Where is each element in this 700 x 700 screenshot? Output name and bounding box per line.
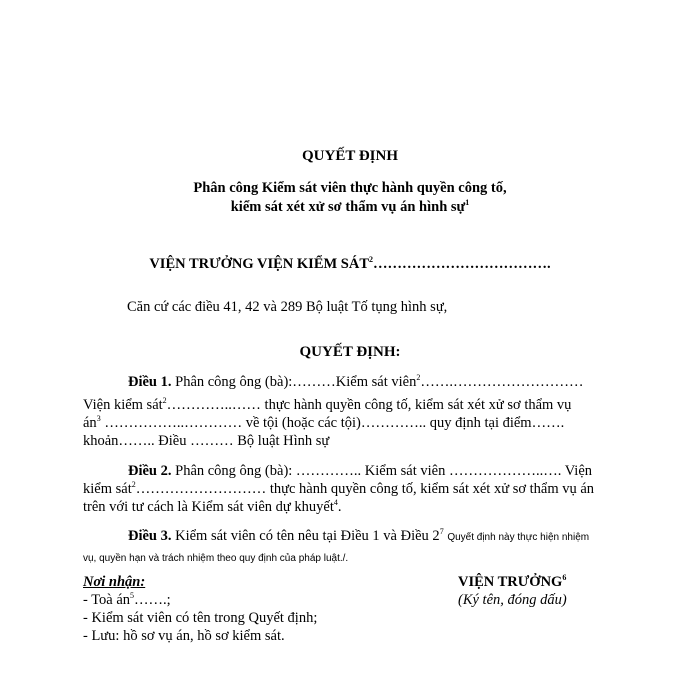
article-2-line3: [83, 498, 619, 516]
article-1-text: ……………..………… về tội (hoặc các tội)………….. quy định tại điểm…….: [104, 415, 565, 431]
article-2-text: .: [337, 499, 342, 515]
article-1-text: …………..…… thực hành quyền công tố, kiểm sát xét xử sơ thẩm vụ: [166, 397, 572, 413]
article-3-line1: [83, 527, 619, 547]
article-1-text: Phân công ông (bà):………Kiểm sát viên: [175, 374, 417, 390]
decision-heading: QUYẾT ĐỊNH:: [299, 344, 401, 360]
issuer-text: VIỆN TRƯỞNG VIỆN KIỂM SÁT: [149, 256, 370, 272]
article-2-text: Phân công ông (bà): ………….. Kiểm sát viên ………………..…. Viện: [175, 463, 593, 479]
article-2-text: trên với tư cách là Kiểm sát viên dự khuyết: [83, 499, 334, 515]
footnote-marker: 7: [439, 527, 444, 537]
recipient-text: - Toà án: [83, 592, 131, 608]
article-3: [83, 527, 619, 568]
footnote-marker: 6: [562, 573, 567, 583]
footnote-marker: 2: [131, 480, 136, 490]
footnote-marker: 2: [416, 373, 421, 383]
footnote-marker: 5: [130, 591, 135, 601]
subtitle-line2-text: kiểm sát xét xử sơ thẩm vụ án hình sự: [230, 199, 466, 215]
article-2-line1: [83, 462, 619, 480]
document-subtitle-line2: [0, 199, 700, 216]
article-3-text: Quyết định này thực hiện nhiệm: [447, 532, 590, 543]
article-1-line1: [83, 373, 619, 391]
issuer-heading: [0, 256, 700, 273]
article-1-blank: …….………………………: [420, 374, 584, 390]
document-title: QUYẾT ĐỊNH: [302, 148, 398, 164]
recipients-block: [83, 573, 317, 645]
signature-title: [458, 573, 567, 591]
footnote-marker: 1: [465, 198, 470, 208]
article-1-line4: khoản…….. Điều ……… Bộ luật Hình sự: [83, 433, 330, 449]
article-1-text: Viện kiểm sát: [83, 397, 163, 413]
recipient-item: - Lưu: hồ sơ vụ án, hồ sơ kiểm sát.: [83, 628, 285, 644]
signature-block: [458, 573, 567, 609]
article-2-text: kiểm sát: [83, 481, 132, 497]
article-2-line2: [83, 480, 619, 498]
recipient-blank: …….;: [134, 592, 171, 608]
signature-title-text: VIỆN TRƯỞNG: [458, 574, 563, 590]
article-3-line2: vụ, quyền hạn và trách nhiệm theo quy định của pháp luật./.: [83, 553, 349, 564]
legal-basis: Căn cứ các điều 41, 42 và 289 Bộ luật Tố tụng hình sự,: [127, 299, 448, 315]
recipient-item: [83, 591, 317, 609]
article-2: [83, 462, 619, 516]
footnote-marker: 3: [96, 414, 101, 424]
article-1-line2: [83, 396, 619, 414]
article-2-label: Điều 2.: [128, 463, 172, 479]
footnote-marker: 4: [333, 498, 338, 508]
article-1-line3: [83, 414, 619, 432]
article-3-label: Điều 3.: [128, 528, 172, 544]
issuer-blank: ……………………………….: [373, 256, 551, 272]
article-2-text: ……………………… thực hành quyền công tố, kiểm sát xét xử sơ thẩm vụ án: [135, 481, 595, 497]
recipient-item: - Kiểm sát viên có tên trong Quyết định;: [83, 610, 318, 626]
article-1: [83, 373, 619, 450]
article-1-label: Điều 1.: [128, 374, 172, 390]
recipients-heading: Nơi nhận:: [83, 574, 146, 590]
footnote-marker: 2: [369, 255, 374, 265]
footnote-marker: 2: [162, 396, 167, 406]
document-subtitle-line1: Phân công Kiểm sát viên thực hành quyền công tố,: [193, 180, 507, 196]
article-3-text: Kiểm sát viên có tên nêu tại Điều 1 và Điều 2: [175, 528, 440, 544]
signature-instruction: (Ký tên, đóng dấu): [458, 592, 567, 608]
article-1-text: án: [83, 415, 97, 431]
